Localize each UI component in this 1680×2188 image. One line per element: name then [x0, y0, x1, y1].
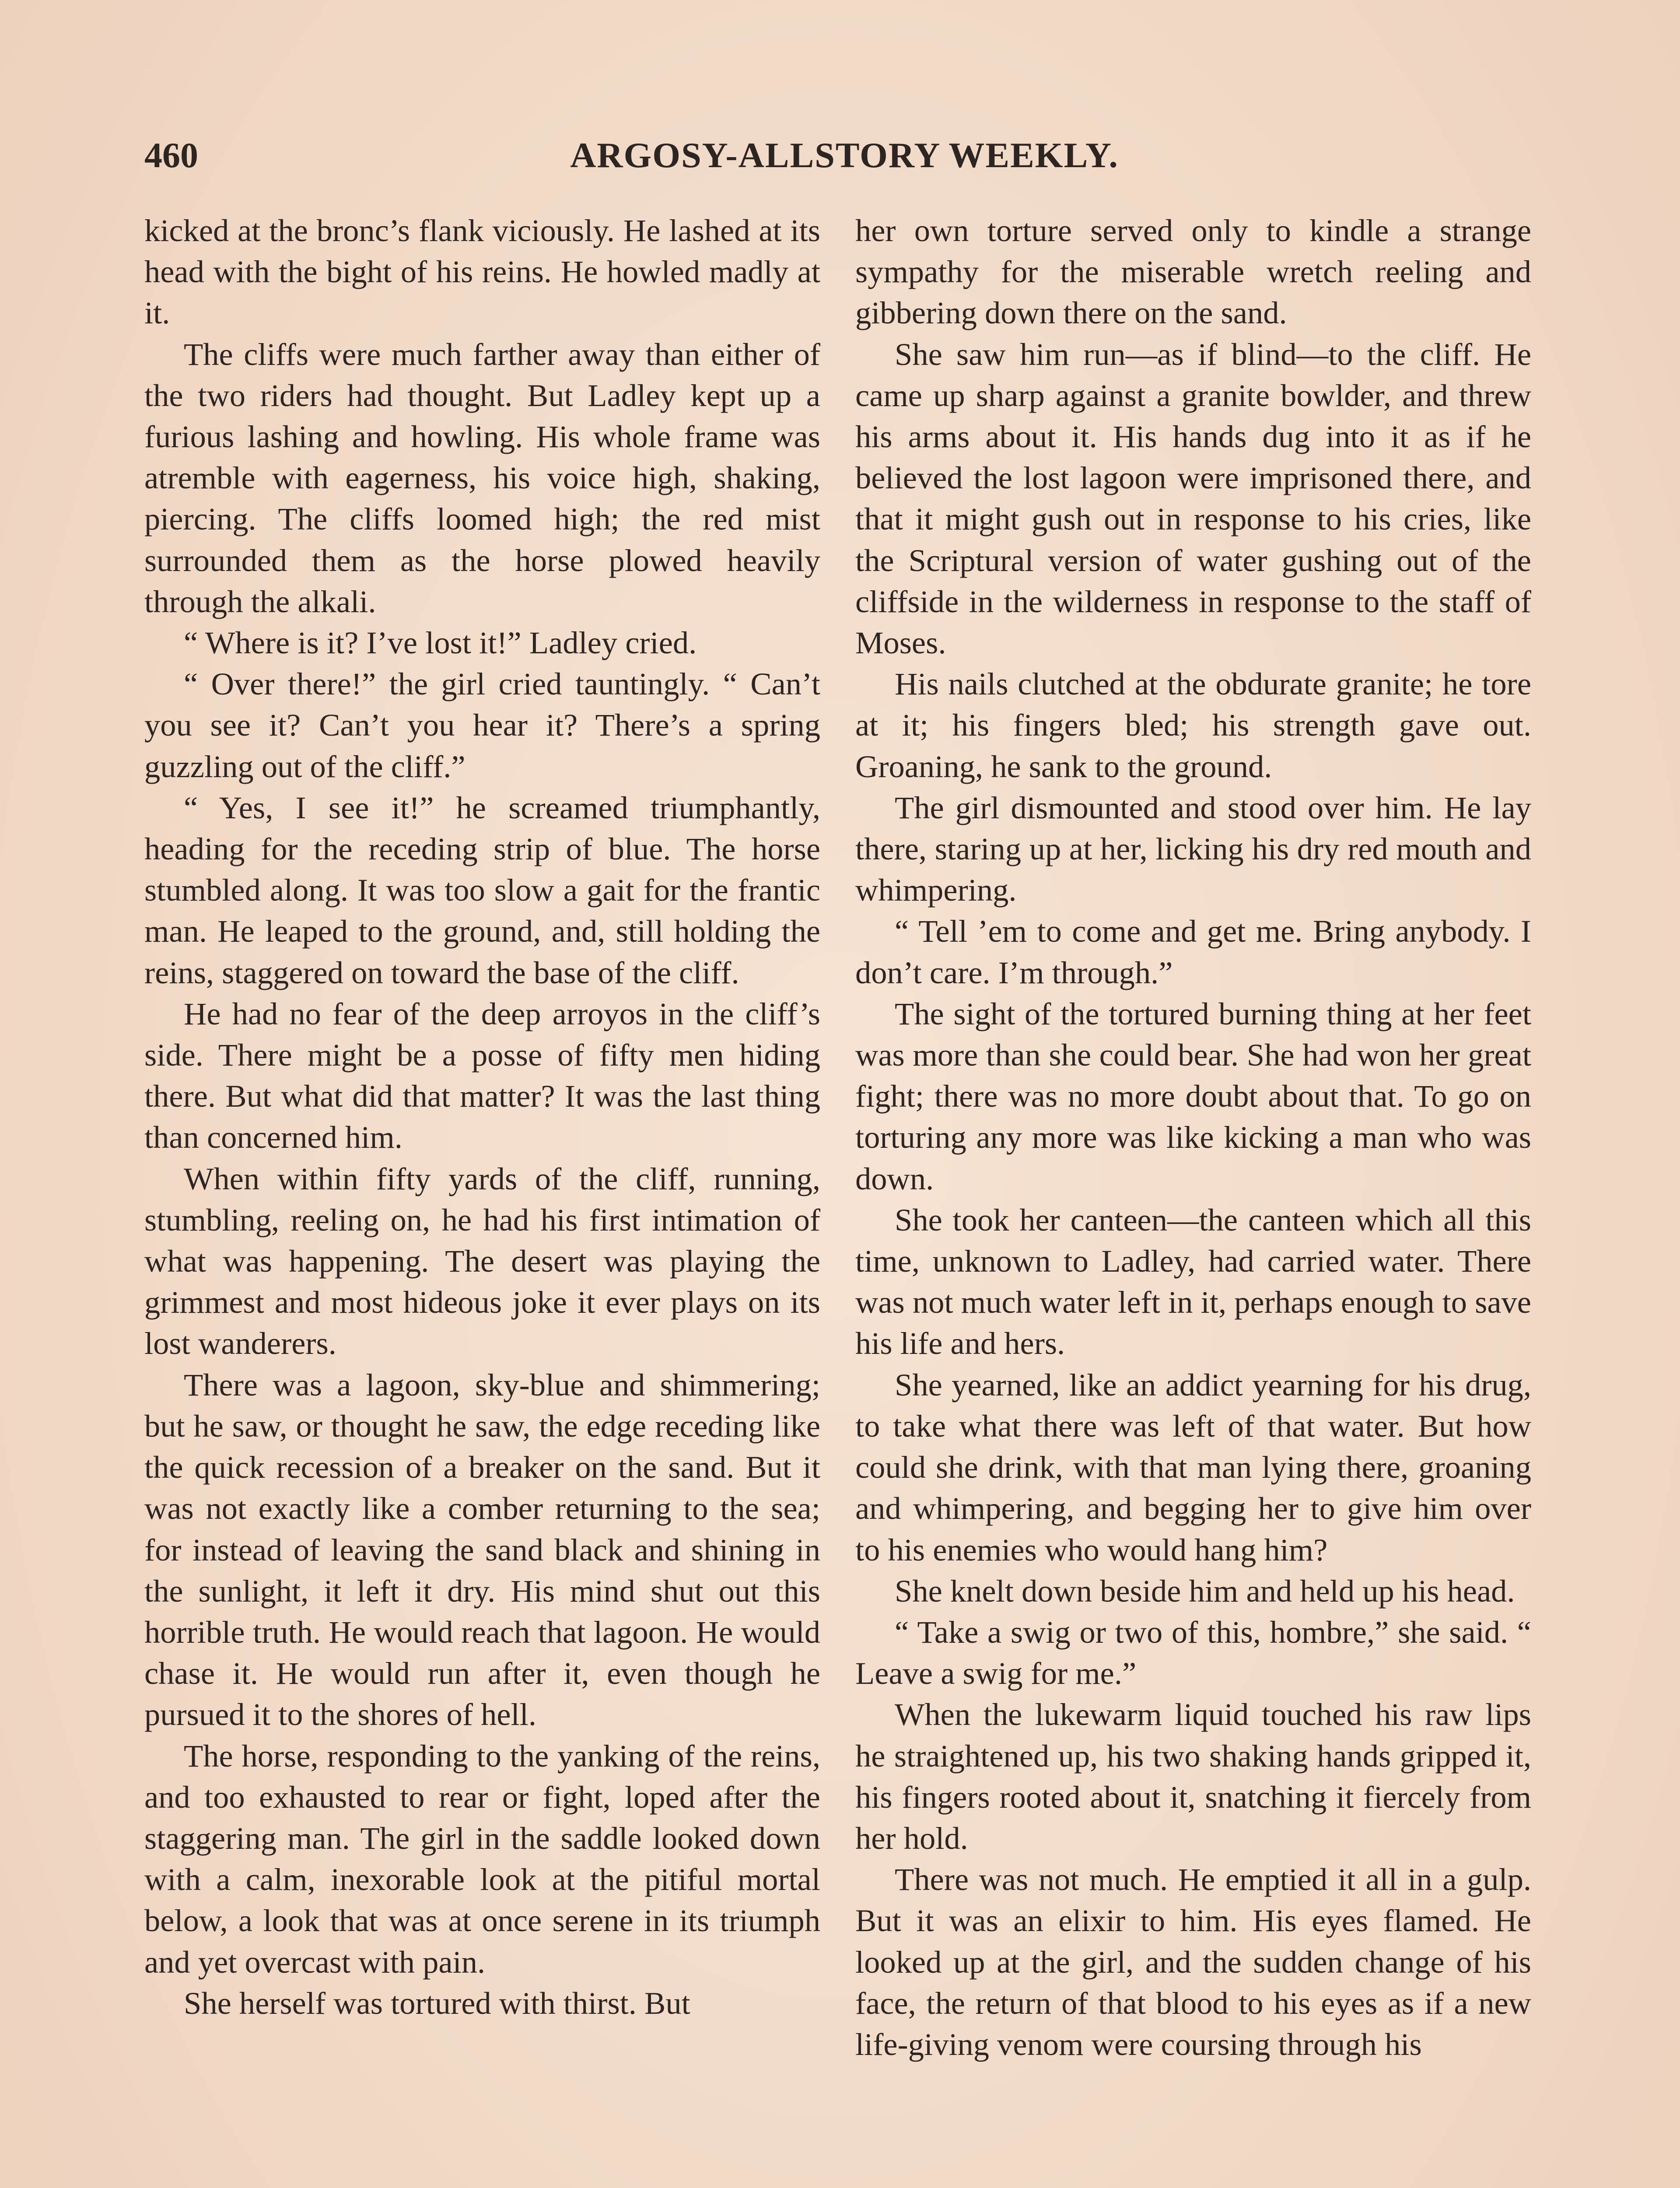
- paragraph: her own torture served only to kindle a strange sympathy for the miserable wretch reeling and gibbering down there on the sand.: [855, 213, 1531, 331]
- paragraph: “ Over there!” the girl cried tauntingly. “ Can’t you see it? Can’t you hear it? There’s a spring guzzling out of the cliff.”: [144, 666, 820, 784]
- paragraph: When within fifty yards of the cliff, running, stumbling, reeling on, he had his first intimation of what was happening. The desert was playing the grimmest and most hideous joke it ever plays on its lost wanderers.: [144, 1161, 820, 1361]
- left-column: [144, 210, 820, 2024]
- paragraph: There was not much. He emptied it all in a gulp. But it was an elixir to him. His eyes flamed. He looked up at the girl, and the sudden change of his face, the return of that blood to his eyes as if a new life-giving venom were coursing through his: [855, 1862, 1531, 2062]
- paragraph: When the lukewarm liquid touched his raw lips he straightened up, his two shaking hands gripped it, his fingers rooted about it, snatching it fiercely from her hold.: [855, 1697, 1531, 1856]
- running-title: ARGOSY-ALLSTORY WEEKLY.: [570, 135, 1119, 175]
- paragraph: She took her canteen—the canteen which all this time, unknown to Ladley, had carried water. There was not much water left in it, perhaps enough to save his life and hers.: [855, 1202, 1531, 1361]
- page-header: [144, 131, 1544, 184]
- page-number: 460: [144, 135, 198, 175]
- paragraph: She yearned, like an addict yearning for his drug, to take what there was left of that water. But how could she drink, with that man lying there, groaning and whimpering, and begging her to give him over to his enemies who would hang him?: [855, 1367, 1531, 1567]
- paragraph: The horse, responding to the yanking of the reins, and too exhausted to rear or fight, loped after the staggering man. The girl in the saddle looked down with a calm, inexorable look at the pitiful mortal below, a look that was at once serene in its triumph and yet overcast with pain.: [144, 1738, 820, 1980]
- paragraph: “ Where is it? I’ve lost it!” Ladley cried.: [184, 625, 697, 661]
- paragraph: The cliffs were much farther away than either of the two riders had thought. But Ladley kept up a furious lashing and howling. His whole frame was atremble with eagerness, his voice high, shaking, piercing. The cliffs loomed high; the red mist surrounded them as the horse plowed heavily through the alkali.: [144, 336, 820, 619]
- paragraph: kicked at the bronc’s flank viciously. He lashed at its head with the bight of his reins. He howled madly at it.: [144, 213, 820, 331]
- paragraph: She knelt down beside him and held up his head.: [895, 1573, 1515, 1609]
- right-column: [855, 210, 1531, 2065]
- paragraph: He had no fear of the deep arroyos in the cliff’s side. There might be a posse of fifty men hiding there. But what did that matter? It was the last thing than concerned him.: [144, 996, 820, 1155]
- paragraph: There was a lagoon, sky-blue and shimmering; but he saw, or thought he saw, the edge receding like the quick recession of a breaker on the sand. But it was not exactly like a comber returning to the sea; for instead of leaving the sand black and shining in the sunlight, it left it dry. His mind shut out this horrible truth. He would reach that lagoon. He would chase it. He would run after it, even though he pursued it to the shores of hell.: [144, 1367, 820, 1732]
- paragraph: “ Tell ’em to come and get me. Bring anybody. I don’t care. I’m through.”: [855, 913, 1531, 990]
- paragraph: His nails clutched at the obdurate granite; he tore at it; his fingers bled; his strength gave out. Groaning, he sank to the ground.: [855, 666, 1531, 784]
- paragraph: She saw him run—as if blind—to the cliff. He came up sharp against a granite bowlder, and threw his arms about it. His hands dug into it as if he believed the lost lagoon were imprisoned there, and that it might gush out in response to his cries, like the Scriptural version of water gushing out of the cliffside in the wilderness in response to the staff of Moses.: [855, 336, 1531, 661]
- paragraph: “ Take a swig or two of this, hombre,” she said. “ Leave a swig for me.”: [855, 1614, 1531, 1691]
- paragraph: The sight of the tortured burning thing at her feet was more than she could bear. She had won her great fight; there was no more doubt about that. To go on torturing any more was like kicking a man who was down.: [855, 996, 1531, 1196]
- paragraph: The girl dismounted and stood over him. He lay there, staring up at her, licking his dry red mouth and whimpering.: [855, 789, 1531, 908]
- paragraph: “ Yes, I see it!” he screamed triumphantly, heading for the receding strip of blue. The horse stumbled along. It was too slow a gait for the frantic man. He leaped to the ground, and, still holding the reins, staggered on toward the base of the cliff.: [144, 789, 820, 990]
- paragraph: She herself was tortured with thirst. But: [184, 1985, 690, 2021]
